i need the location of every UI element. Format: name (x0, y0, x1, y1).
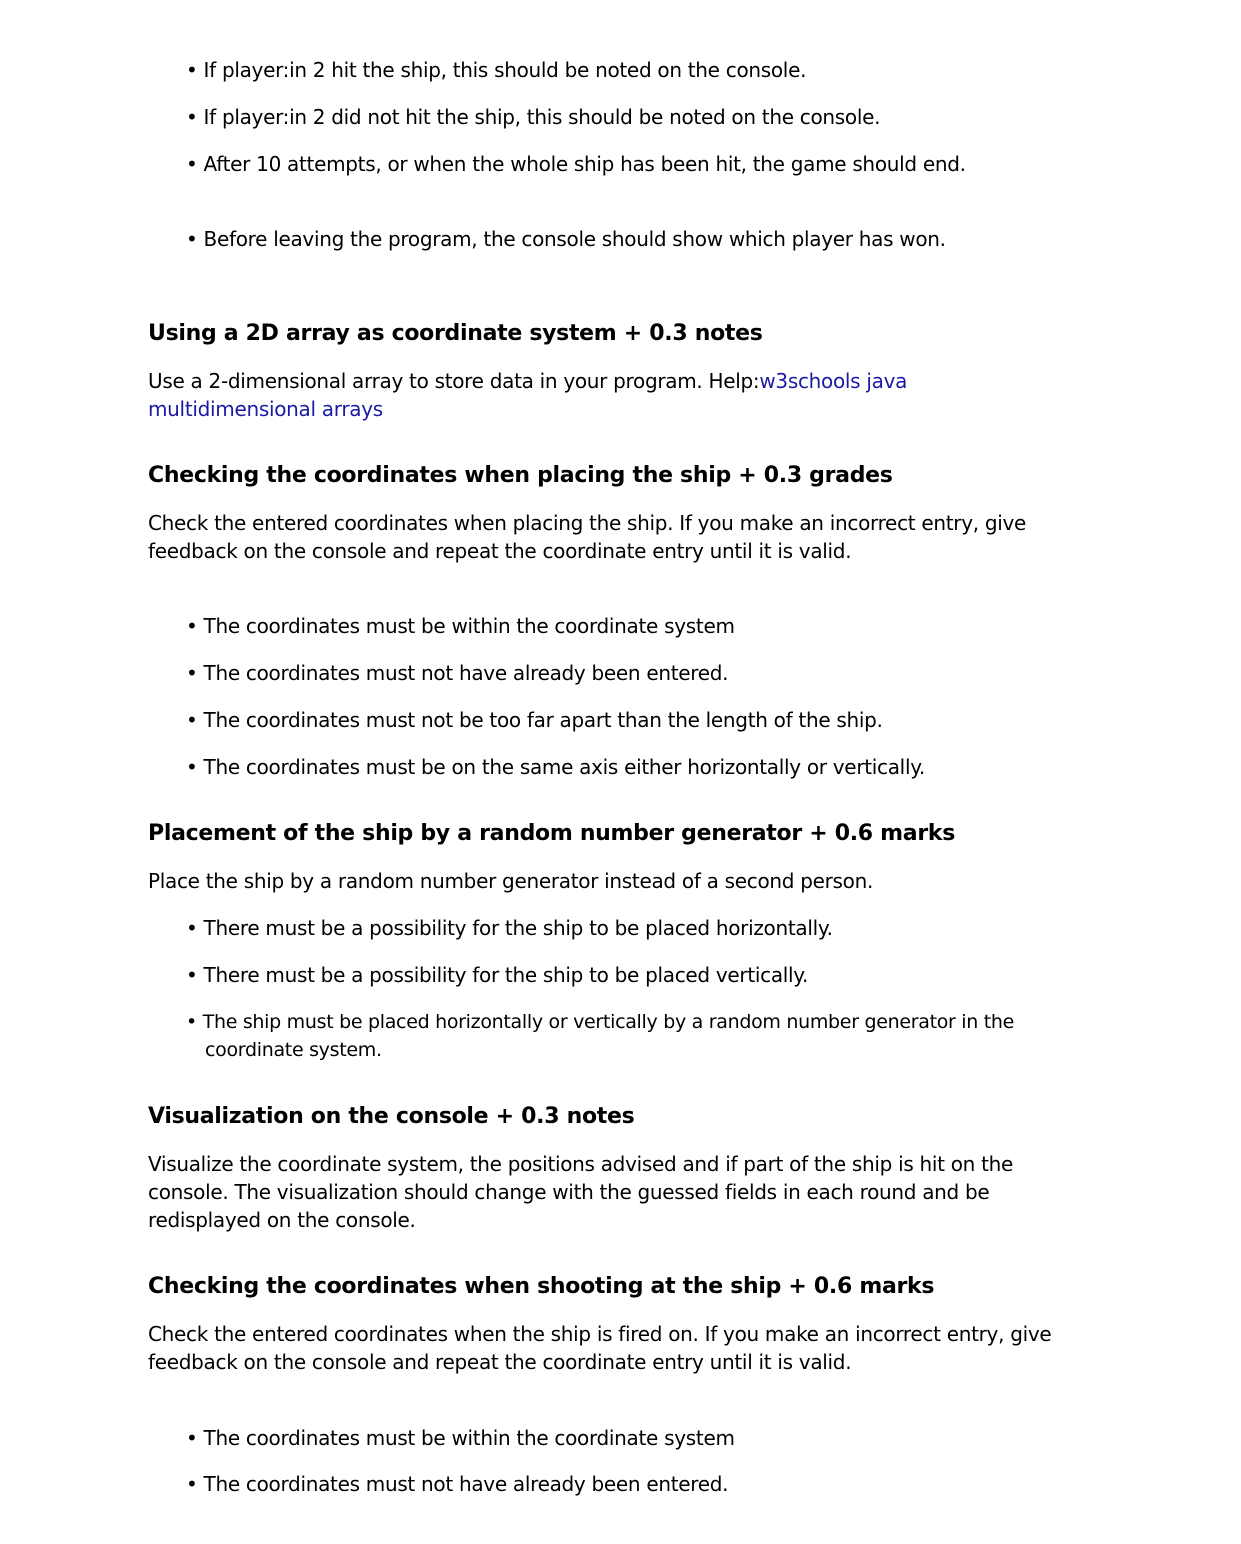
list-item: • The coordinates must not be too far apart than the length of the ship. (186, 708, 883, 732)
list-item: • The coordinates must be on the same axis either horizontally or vertically. (186, 755, 925, 779)
paragraph-line: Check the entered coordinates when the ship is fired on. If you make an incorrect entry, give (148, 1322, 1052, 1346)
section-heading-visualization: Visualization on the console + 0.3 notes (148, 1104, 635, 1129)
section-text-random: Place the ship by a random number generator instead of a second person. (148, 869, 874, 893)
list-item: • The coordinates must not have already been entered. (186, 661, 729, 685)
list-item: • If player:in 2 hit the ship, this should be noted on the console. (186, 58, 807, 82)
section-heading-2d-array: Using a 2D array as coordinate system + 0.3 notes (148, 321, 763, 346)
link-text-line2: multidimensional arrays (148, 397, 383, 421)
paragraph-text: Use a 2-dimensional array to store data in your program. Help: (148, 369, 760, 393)
paragraph-line: Check the entered coordinates when placing the ship. If you make an incorrect entry, give (148, 511, 1027, 535)
list-item-line: • The ship must be placed horizontally or vertically by a random number generator in the (186, 1011, 1015, 1033)
paragraph-line: console. The visualization should change with the guessed fields in each round and be (148, 1180, 990, 1204)
section-text-2d-array (148, 367, 1108, 423)
paragraph-line: feedback on the console and repeat the coordinate entry until it is valid. (148, 539, 852, 563)
section-heading-shooting-check: Checking the coordinates when shooting at the ship + 0.6 marks (148, 1274, 935, 1299)
section-text-visualization (148, 1150, 1108, 1234)
section-text-shooting-check (148, 1320, 1108, 1376)
list-item: • The coordinates must not have already been entered. (186, 1472, 729, 1496)
link-text-line1: w3schools java (759, 369, 908, 393)
paragraph-line: feedback on the console and repeat the coordinate entry until it is valid. (148, 1350, 852, 1374)
section-heading-placing-check: Checking the coordinates when placing the ship + 0.3 grades (148, 463, 893, 488)
paragraph-line: redisplayed on the console. (148, 1208, 416, 1232)
section-text-placing-check (148, 509, 1108, 565)
list-item: • The coordinates must be within the coordinate system (186, 1426, 735, 1450)
list-item-line: coordinate system. (205, 1039, 382, 1061)
list-item: • There must be a possibility for the ship to be placed horizontally. (186, 916, 833, 940)
list-item (186, 1008, 1014, 1064)
list-item: • If player:in 2 did not hit the ship, this should be noted on the console. (186, 105, 881, 129)
list-item: • Before leaving the program, the console should show which player has won. (186, 227, 946, 251)
list-item: • There must be a possibility for the ship to be placed vertically. (186, 963, 809, 987)
list-item: • After 10 attempts, or when the whole ship has been hit, the game should end. (186, 152, 966, 176)
paragraph-line: Visualize the coordinate system, the positions advised and if part of the ship is hit on the (148, 1152, 1014, 1176)
section-heading-random: Placement of the ship by a random number generator + 0.6 marks (148, 821, 956, 846)
list-item: • The coordinates must be within the coordinate system (186, 614, 735, 638)
